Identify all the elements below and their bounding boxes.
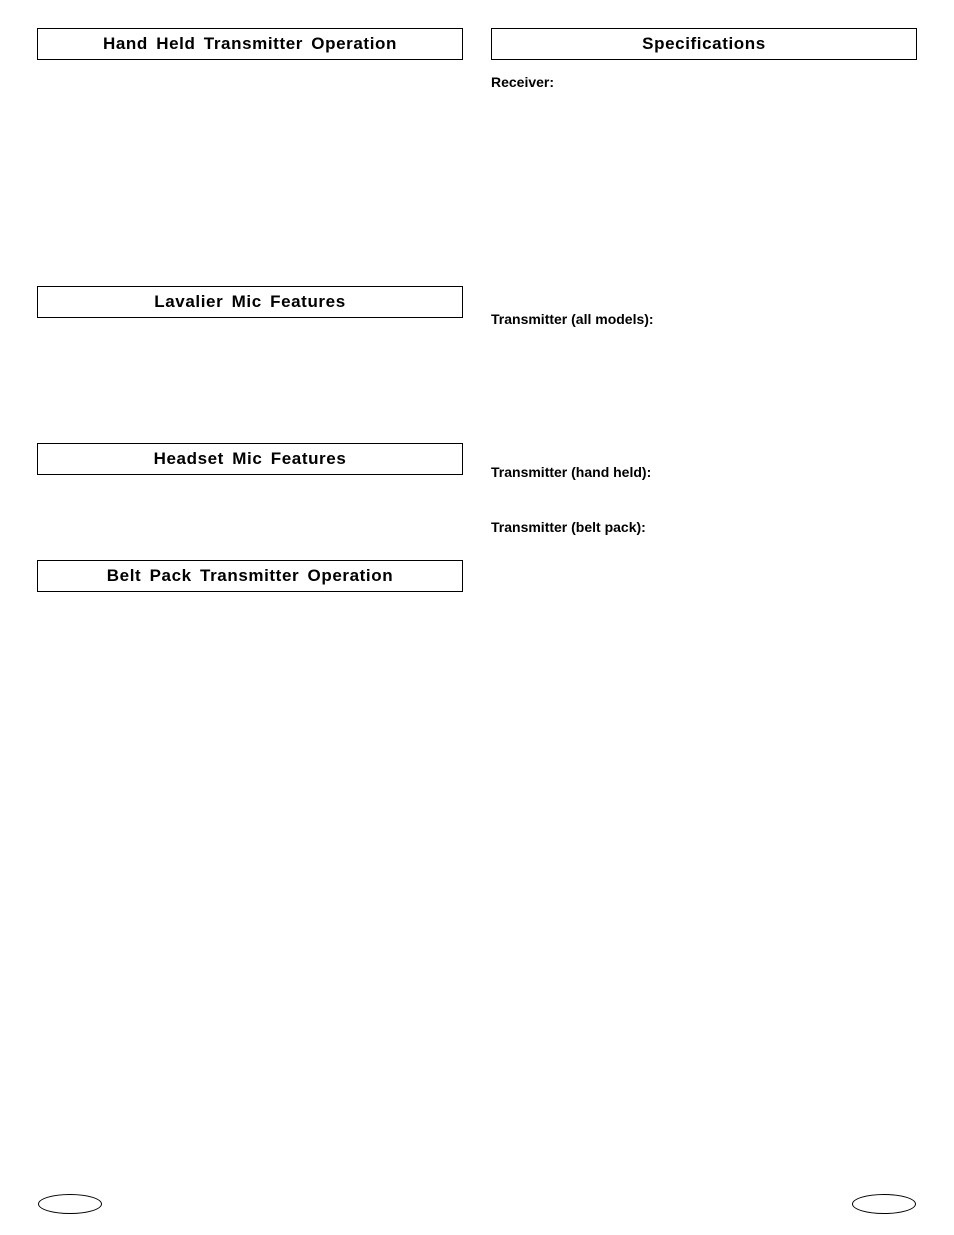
page-number-oval-left <box>38 1194 102 1214</box>
section-title: Headset Mic Features <box>153 449 347 468</box>
section-title: Lavalier Mic Features <box>154 292 346 311</box>
spec-subheading-transmitter-hand-held: Transmitter (hand held): <box>491 464 652 480</box>
page-number-oval-right <box>852 1194 916 1214</box>
section-title: Hand Held Transmitter Operation <box>103 34 397 53</box>
spec-subheading-receiver: Receiver: <box>491 74 555 90</box>
section-heading-specifications <box>491 28 917 60</box>
section-heading-headset <box>37 443 463 475</box>
section-title: Belt Pack Transmitter Operation <box>106 566 394 585</box>
section-heading-lavalier <box>37 286 463 318</box>
spec-subheading-transmitter-belt-pack: Transmitter (belt pack): <box>491 519 646 535</box>
spec-subheading-transmitter-all: Transmitter (all models): <box>491 311 654 327</box>
section-heading-hand-held <box>37 28 463 60</box>
section-title: Specifications <box>642 34 766 53</box>
section-heading-belt-pack <box>37 560 463 592</box>
